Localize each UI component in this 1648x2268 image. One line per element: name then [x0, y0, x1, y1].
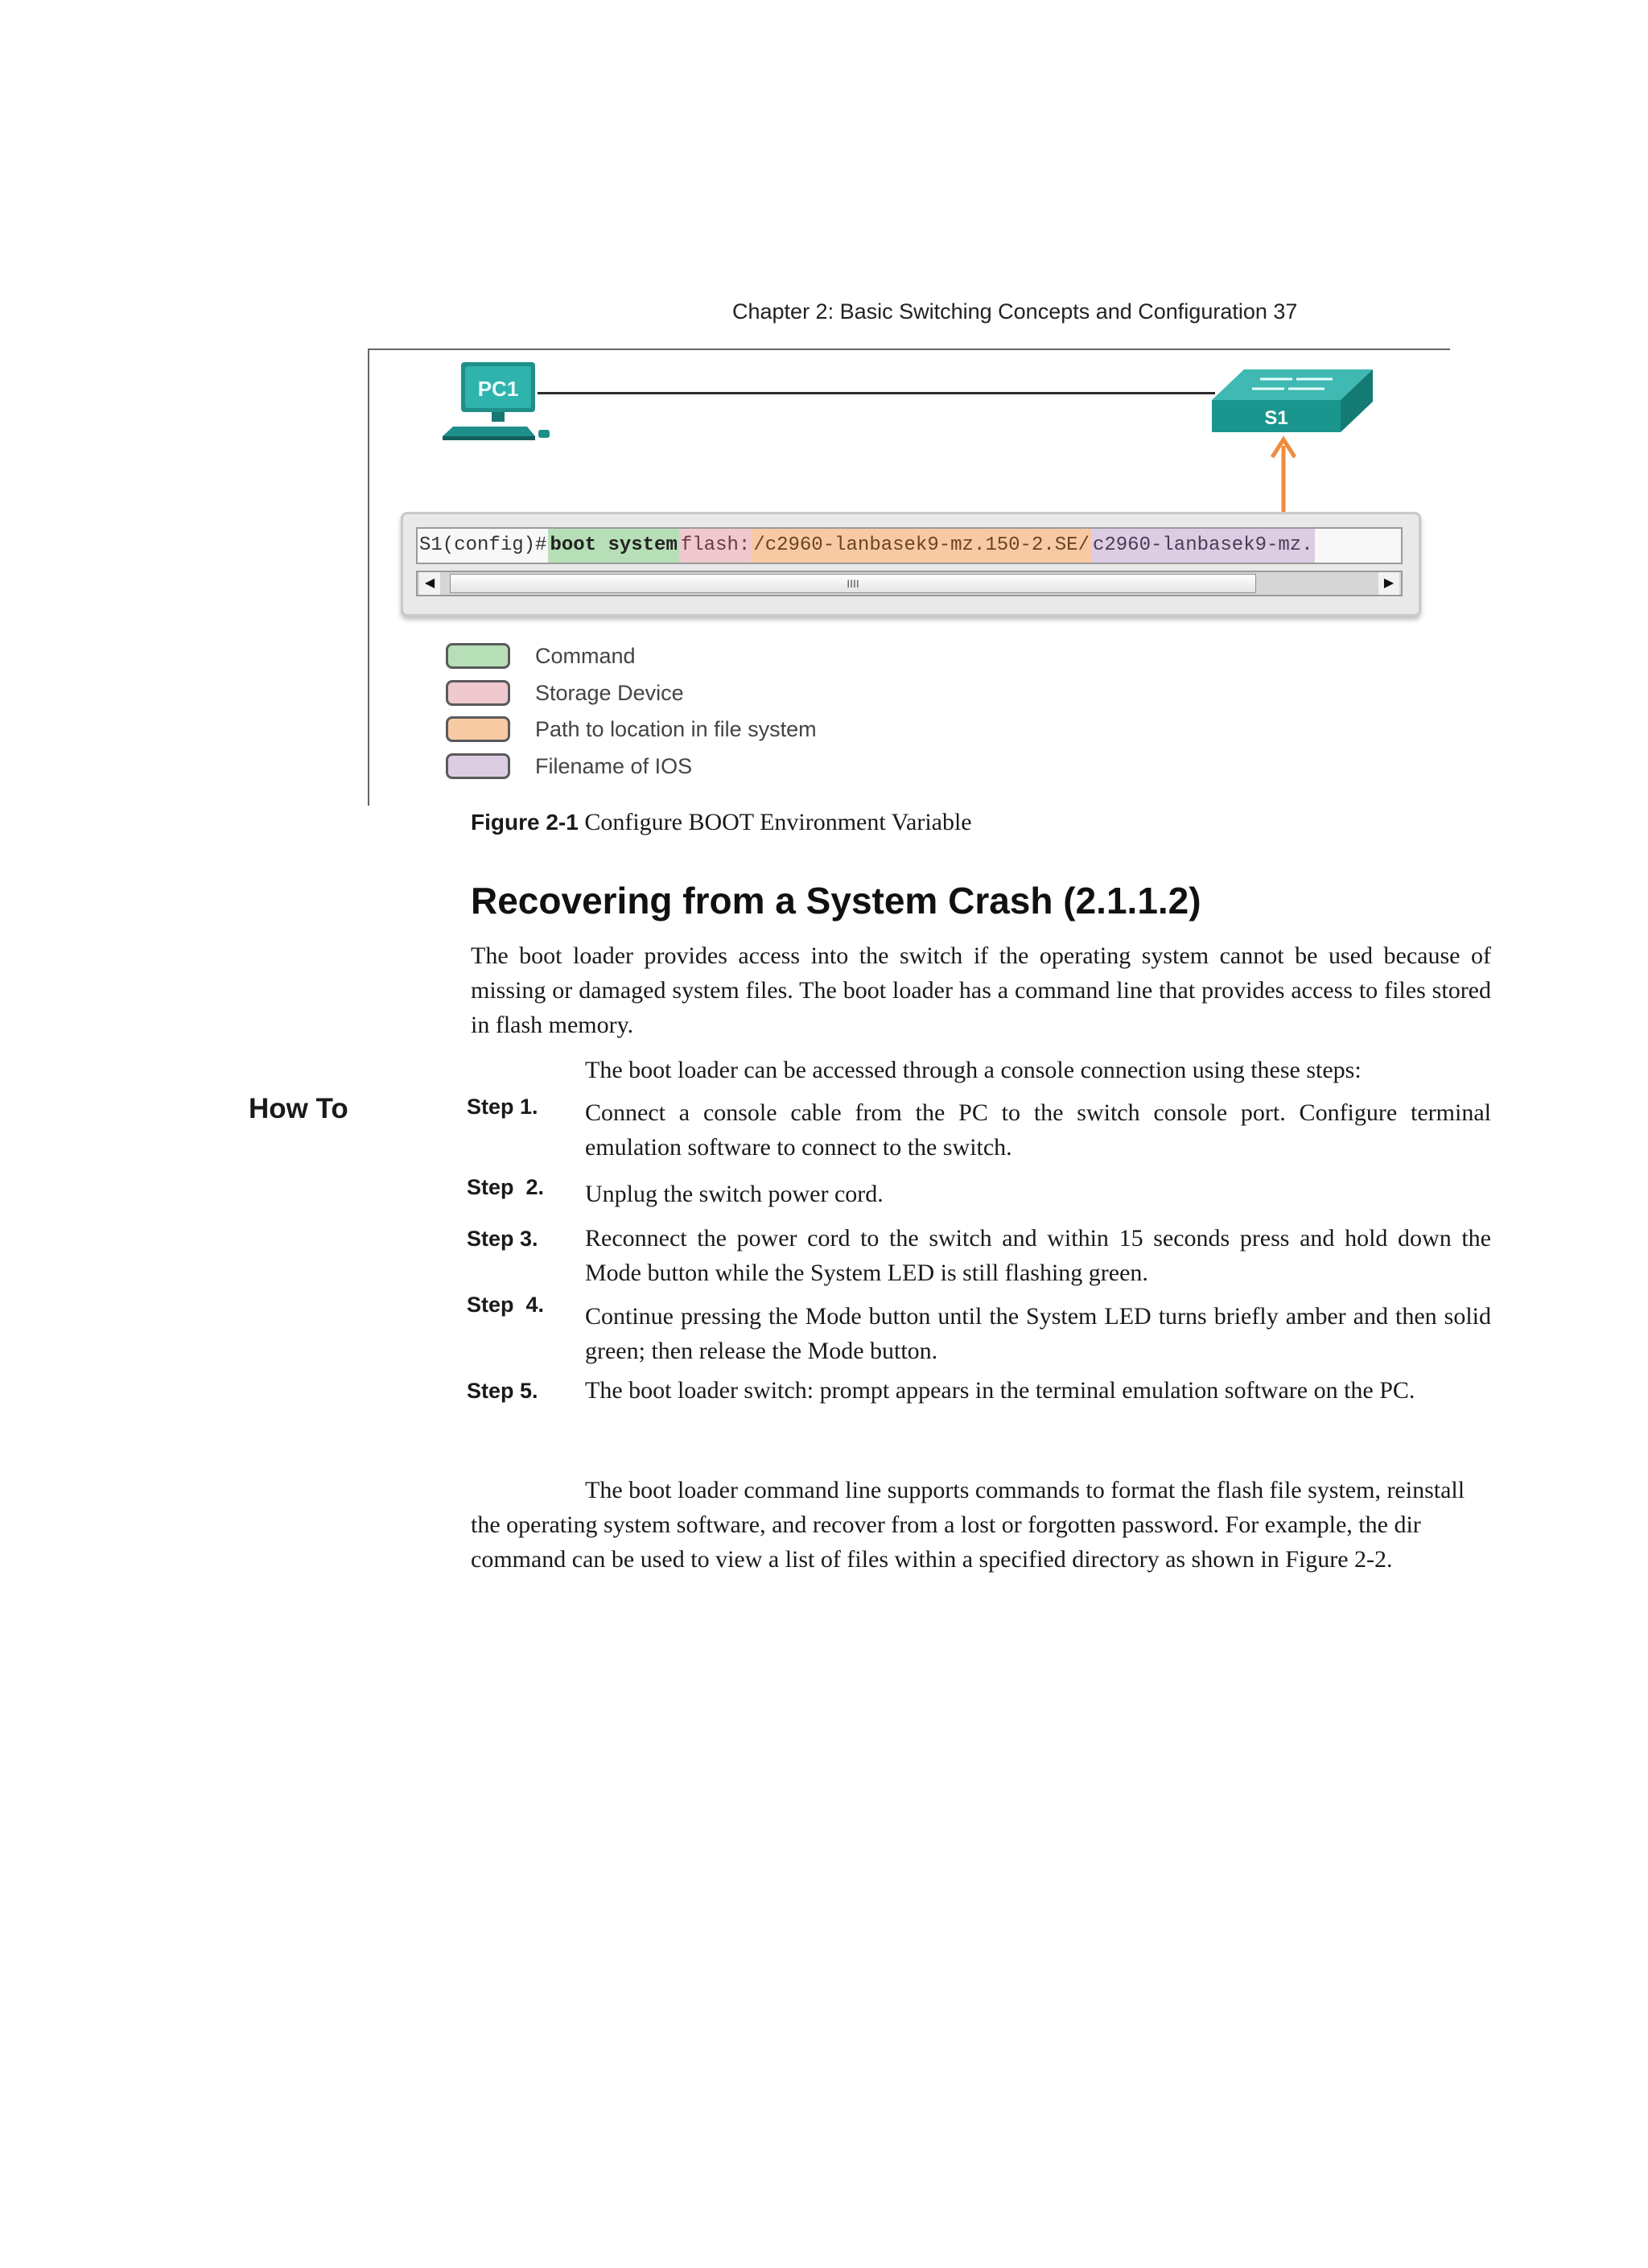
figure-frame-top: [368, 348, 1450, 350]
legend-label-command: Command: [535, 644, 636, 668]
figure-caption-text: Configure BOOT Environment Variable: [584, 809, 972, 835]
paragraph-boot-loader: The boot loader provides access into the switch if the operating system cannot be used because of missing or damaged system files. The boot loader has a command line that provides access to files stored in flash memory.: [471, 942, 1491, 1038]
figure-caption-label: Figure 2-1: [471, 810, 579, 835]
step-text: Continue pressing the Mode button until the System LED turns briefly amber and then solid green; then release the Mode button.: [585, 1303, 1491, 1364]
up-arrow-icon: [1267, 435, 1300, 515]
step-label: Step 5.: [467, 1379, 538, 1403]
cli-command-line[interactable]: [416, 527, 1403, 564]
scroll-right-icon[interactable]: ▶: [1378, 572, 1399, 595]
console-cable: [538, 392, 1215, 394]
legend-swatch-command: [446, 643, 510, 669]
figure-frame-left: [368, 348, 369, 806]
step-text: Reconnect the power cord to the switch and within 15 seconds press and hold down the Mode button while the System LED is still flashing green.: [585, 1225, 1491, 1286]
paragraph-command-line: The boot loader command line supports commands to format the flash file system, reinstall the operating system software, and recover from a lost or forgotten password. For example, the dir command can be used to view a list of files within a specified directory as shown in Figure 2-2.: [471, 1477, 1465, 1573]
step-label: Step 3.: [467, 1227, 538, 1251]
cli-path: /c2960-lanbasek9-mz.150-2.SE/: [752, 529, 1091, 563]
step-text: Unplug the switch power cord.: [585, 1181, 884, 1207]
cli-window: [401, 512, 1421, 616]
step-text: Connect a console cable from the PC to the switch console port. Configure terminal emulation software to connect to the switch.: [585, 1099, 1491, 1161]
section-heading: Recovering from a System Crash (2.1.1.2): [471, 880, 1201, 922]
legend-swatch-filename: [446, 753, 510, 779]
legend-swatch-storage: [446, 680, 510, 706]
legend-label-filename: Filename of IOS: [535, 754, 693, 778]
scroll-thumb[interactable]: IIII: [450, 574, 1256, 593]
horizontal-scrollbar[interactable]: [416, 571, 1403, 596]
cli-filename: c2960-lanbasek9-mz.: [1091, 529, 1315, 563]
running-head: Chapter 2: Basic Switching Concepts and Configuration 37: [732, 299, 1298, 324]
pc1-computer-icon: [439, 362, 559, 443]
step-label: Step 1.: [467, 1095, 538, 1119]
legend-label-storage: Storage Device: [535, 681, 684, 705]
step-label: Step 4.: [467, 1293, 545, 1317]
scroll-left-icon[interactable]: ◀: [419, 572, 440, 595]
cli-storage: flash:: [679, 529, 752, 563]
switch-s1-icon: [1204, 366, 1377, 439]
figure-caption: [471, 809, 972, 836]
how-to-label: How To: [249, 1093, 348, 1124]
pc1-label: PC1: [477, 377, 519, 401]
switch-s1-label: S1: [1264, 407, 1288, 429]
legend-swatch-path: [446, 716, 510, 742]
cli-command: boot system: [548, 529, 678, 563]
paragraph-steps-intro: The boot loader can be accessed through a console connection using these steps:: [585, 1057, 1362, 1083]
legend-label-path: Path to location in file system: [535, 717, 817, 741]
step-text: The boot loader switch: prompt appears in the terminal emulation software on the PC.: [585, 1377, 1415, 1404]
step-label: Step 2.: [467, 1175, 545, 1199]
cli-prompt: S1(config)#: [419, 534, 547, 556]
